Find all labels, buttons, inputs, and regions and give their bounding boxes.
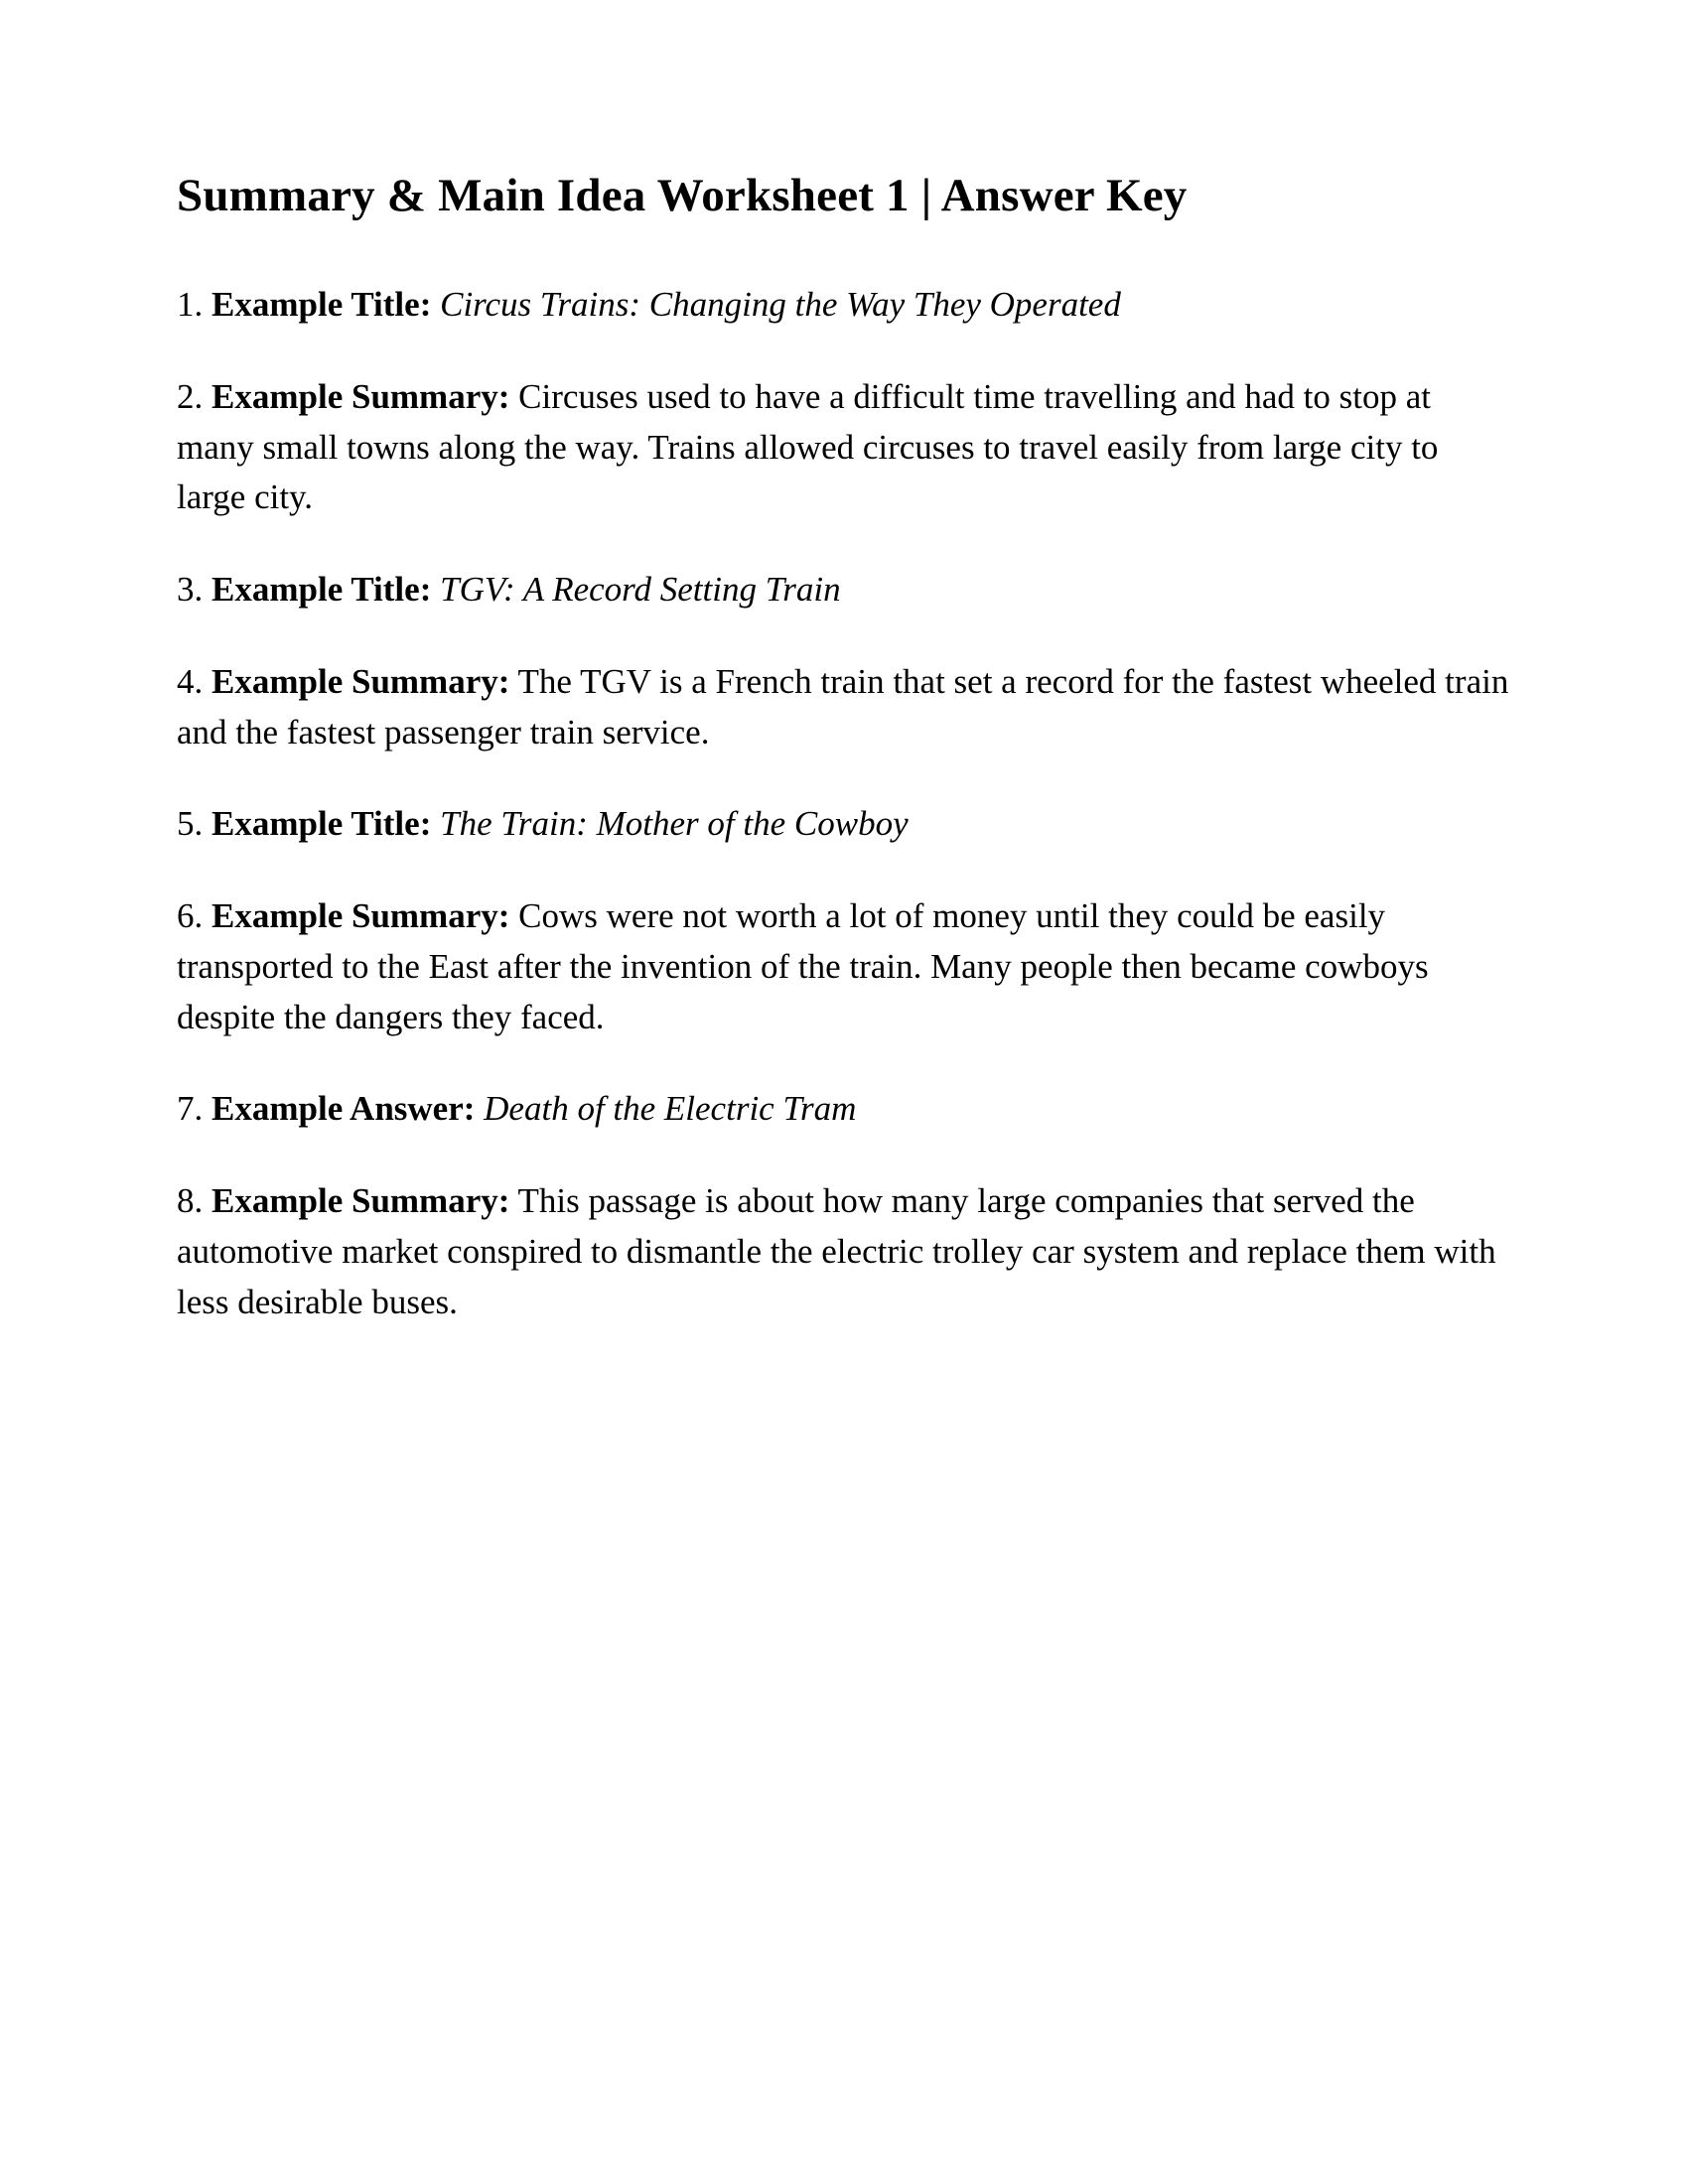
answer-value: The Train: Mother of the Cowboy (440, 804, 909, 844)
answer-value: Cows were not worth a lot of money until they could be easily transported to the East after the invention of the train. Many people then became cowboys despite the dangers they faced. (177, 896, 1429, 1036)
answer-number: 2. (177, 376, 204, 416)
answer-value: This passage is about how many large companies that served the automotive market conspired to dismantle the electric trolley car system and replace them with less desirable buses. (177, 1181, 1496, 1321)
answer-item-3 (177, 565, 1514, 615)
answer-item-7 (177, 1084, 1514, 1135)
answer-label: Example Summary: (211, 376, 510, 416)
answer-label: Example Summary: (211, 1181, 510, 1221)
answer-label: Example Answer: (211, 1089, 476, 1129)
answer-label: Example Title: (211, 804, 432, 844)
answer-label: Example Summary: (211, 661, 510, 701)
answer-value: The TGV is a French train that set a record for the fastest wheeled train and the fastest passenger train service. (177, 661, 1509, 751)
answer-item-5 (177, 799, 1514, 850)
page-title: Summary & Main Idea Worksheet 1 | Answer Key (177, 170, 1188, 221)
answer-label: Example Summary: (211, 896, 510, 936)
answer-number: 4. (177, 661, 204, 701)
answer-label: Example Title: (211, 570, 432, 610)
answer-label: Example Title: (211, 285, 432, 325)
answer-number: 6. (177, 896, 204, 936)
answer-number: 5. (177, 804, 204, 844)
answer-number: 1. (177, 285, 204, 325)
answer-value: Death of the Electric Tram (484, 1089, 857, 1129)
answer-item-6 (177, 891, 1514, 1042)
answer-value: Circus Trains: Changing the Way They Operated (440, 285, 1121, 325)
answer-number: 8. (177, 1181, 204, 1221)
answer-item-1 (177, 280, 1514, 331)
answer-value: Circuses used to have a difficult time travelling and had to stop at many small towns along the way. Trains allowed circuses to travel easily from large city to large city. (177, 376, 1439, 517)
answer-item-8 (177, 1176, 1514, 1327)
answer-item-4 (177, 657, 1514, 758)
answer-item-2 (177, 372, 1514, 523)
answer-value: TGV: A Record Setting Train (440, 570, 841, 610)
answer-number: 3. (177, 570, 204, 610)
answer-number: 7. (177, 1089, 204, 1129)
